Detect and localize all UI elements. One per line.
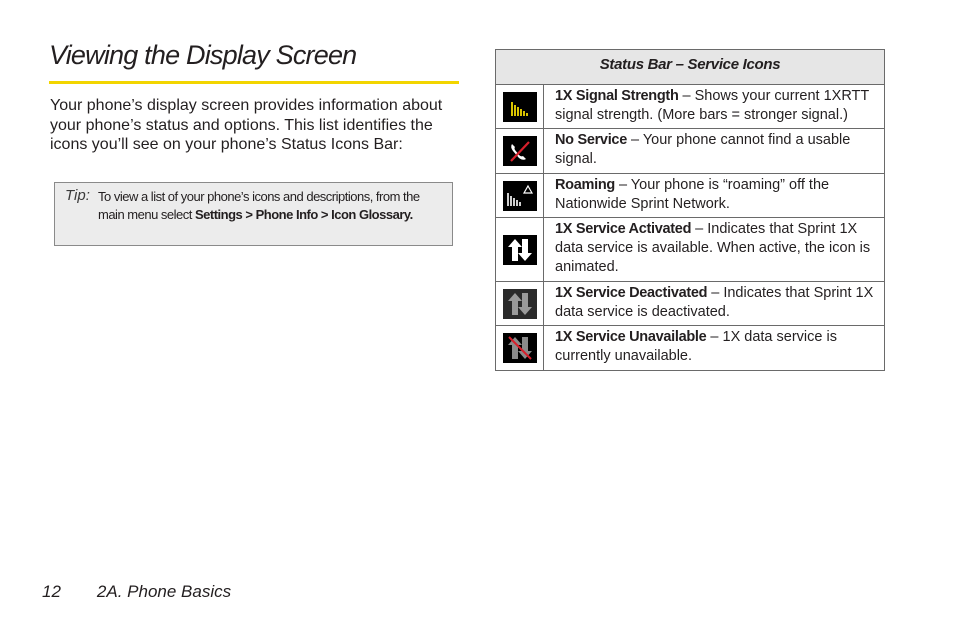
service-unavailable-icon	[503, 333, 537, 363]
page-footer	[42, 582, 231, 602]
table-row	[496, 174, 884, 218]
tip-separator-2: >	[317, 206, 332, 222]
row-description	[544, 174, 884, 217]
row-description	[544, 282, 884, 325]
no-service-icon	[503, 136, 537, 166]
table-row	[496, 85, 884, 129]
row-description	[544, 326, 884, 370]
row-term: 1X Signal Strength	[555, 88, 679, 104]
row-text: – Indicates that Sprint 1X data service is available. When active, the icon is animated.	[555, 221, 871, 275]
table-row	[496, 282, 884, 326]
service-icons-table	[495, 49, 885, 371]
table-row	[496, 218, 884, 282]
table-header: Status Bar – Service Icons	[496, 50, 884, 85]
row-description	[544, 218, 884, 281]
page-title: Viewing the Display Screen	[49, 40, 357, 70]
row-term: No Service	[555, 132, 627, 148]
signal-strength-icon	[503, 92, 537, 122]
service-activated-icon	[503, 235, 537, 265]
tip-menu-settings: Settings	[195, 206, 243, 222]
row-text: – Your phone cannot find a usable signal.	[555, 132, 851, 167]
roaming-icon	[503, 181, 537, 211]
row-term: Roaming	[555, 177, 615, 193]
page-number: 12	[42, 582, 61, 601]
icon-cell	[496, 326, 544, 370]
icon-cell	[496, 282, 544, 325]
icon-cell	[496, 218, 544, 281]
row-text: – 1X data service is currently unavailable.	[555, 329, 837, 364]
icon-cell	[496, 85, 544, 128]
tip-text	[98, 188, 448, 223]
tip-separator-1: >	[242, 206, 256, 222]
tip-text-after: .	[409, 206, 413, 222]
table-row	[496, 129, 884, 174]
tip-text-before: To view a list of your phone’s icons and descriptions, from the main menu select	[98, 189, 420, 222]
row-description	[544, 129, 884, 173]
icon-cell	[496, 129, 544, 173]
tip-menu-phone-info: Phone Info	[255, 206, 318, 222]
icon-cell	[496, 174, 544, 217]
row-term: 1X Service Unavailable	[555, 329, 707, 345]
row-text: – Shows your current 1XRTT signal strength. (More bars = stronger signal.)	[555, 88, 869, 123]
service-deactivated-icon	[503, 289, 537, 319]
row-text: – Your phone is “roaming” off the Nationwide Sprint Network.	[555, 177, 830, 212]
row-text: – Indicates that Sprint 1X data service is deactivated.	[555, 285, 874, 320]
title-underline	[49, 81, 459, 84]
section-name: 2A. Phone Basics	[96, 582, 232, 601]
intro-paragraph: Your phone’s display screen provides information about your phone’s status and options. This list identifies the icons you’ll see on your phone’s Status Icons Bar:	[50, 97, 443, 153]
tip-label: Tip:	[65, 187, 90, 204]
tip-menu-icon-glossary: Icon Glossary	[331, 206, 410, 222]
tip-box	[54, 182, 453, 246]
row-term: 1X Service Activated	[555, 221, 692, 237]
table-row	[496, 326, 884, 370]
row-description	[544, 85, 884, 128]
row-term: 1X Service Deactivated	[555, 285, 708, 301]
